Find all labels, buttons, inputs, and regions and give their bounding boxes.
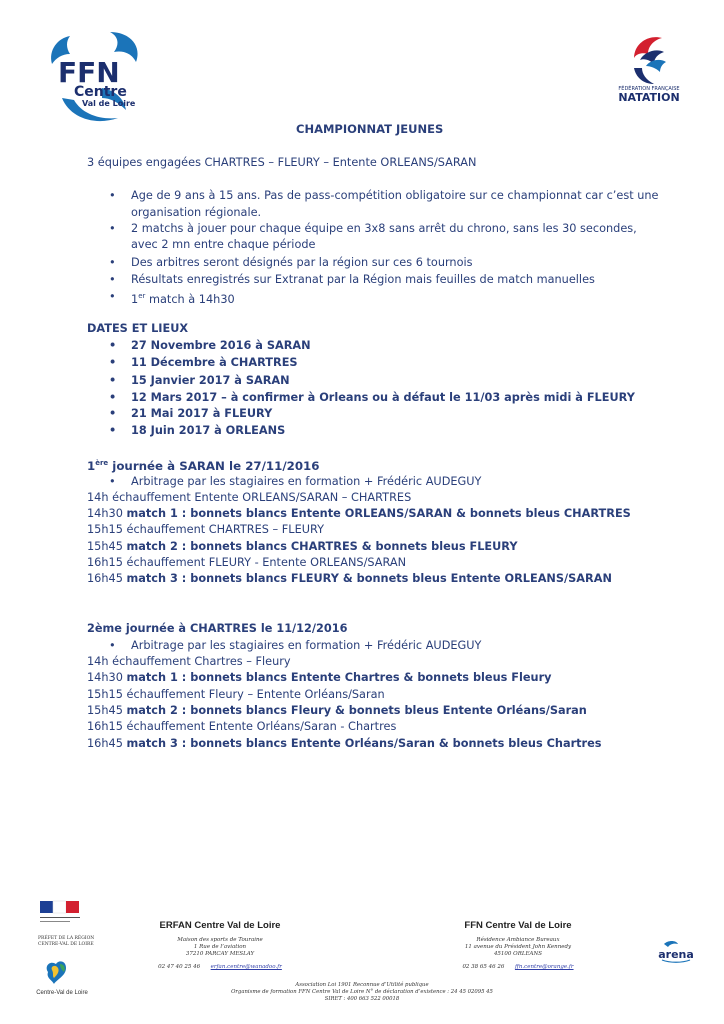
erfan-phone: 02 47 40 25 46 [158, 964, 201, 970]
legal-line-3: SIRET : 400 663 522 00018 [324, 996, 400, 1002]
erfan-addr1: Maison des sports de Touraine [177, 937, 263, 943]
erfan-addr3: 37210 PARCAY MESLAY [185, 951, 255, 957]
page-title: CHAMPIONNAT JEUNES [296, 122, 444, 136]
rule-age-cont: organisation régionale. [131, 206, 262, 219]
day1-schedule-line [87, 490, 411, 505]
schedule-match: match 1 : bonnets blancs Entente ORLEANS/SARAN & bonnets bleus CHARTRES [126, 507, 631, 520]
rule-resultats: • Résultats enregistrés sur Extranat par la Région mais feuilles de match manuelles [131, 272, 595, 287]
date-item: • 15 Janvier 2017 à SARAN [131, 373, 290, 388]
rule-first-match-num: 1 [131, 292, 139, 306]
ffn-logo-line1: FFN [58, 56, 120, 89]
day2-schedule-line [87, 719, 396, 734]
day1-schedule-line [87, 539, 518, 554]
schedule-match: match 2 : bonnets blancs CHARTRES & bonnets bleus FLEURY [126, 540, 518, 553]
ffn-contact [448, 920, 588, 971]
day2-schedule-line [87, 687, 385, 702]
ffn-logo-line2: Centre [74, 84, 127, 100]
day2-schedule-line [87, 736, 602, 751]
legal-line-2: Organisme de formation FFN Centre Val de Loire N° de déclaration d’existence : 24 45 02095 45 [231, 989, 493, 995]
erfan-title: ERFAN Centre Val de Loire [159, 920, 281, 931]
rule-arbitres: • Des arbitres seront désignés par la région sur ces 6 tournois [131, 255, 473, 270]
federation-small-text: FÉDÉRATION FRANÇAISE [618, 86, 680, 92]
ffn-phone: 02 38 65 46 26 [462, 964, 505, 970]
day2-schedule-line [87, 703, 587, 718]
schedule-time: 14h30 [87, 671, 127, 684]
erfan-contact [150, 920, 290, 971]
date-item: • 27 Novembre 2016 à SARAN [131, 338, 311, 353]
day2-schedule-line [87, 654, 291, 669]
day1-heading-sup: ère [95, 459, 109, 467]
erfan-email-link[interactable]: erfan.centre@wanadoo.fr [210, 964, 282, 970]
day1-schedule-line [87, 555, 406, 570]
schedule-time: 15h15 échauffement Fleury – Entente Orléans/Saran [87, 688, 385, 701]
rule-first-match-sup: er [138, 292, 146, 300]
rule-matches: • 2 matchs à jouer pour chaque équipe en 3x8 sans arrêt du chrono, sans les 30 secondes, [131, 221, 637, 236]
day2-arbitrage: • Arbitrage par les stagiaires en formation + Frédéric AUDEGUY [131, 638, 481, 653]
day1-schedule-line [87, 506, 631, 521]
ffn-addr2: 11 avenue du Président John Kennedy [464, 944, 572, 950]
prefet-text: PRÉFET DE LA RÉGION CENTRE-VAL DE LOIRE [38, 936, 95, 947]
schedule-time: 14h30 [87, 507, 127, 520]
schedule-time: 15h45 [87, 704, 127, 717]
day1-heading-text: journée à SARAN le 27/11/2016 [108, 458, 320, 473]
schedule-time: 15h45 [87, 540, 127, 553]
schedule-time: 15h15 échauffement CHARTRES – FLEURY [87, 523, 325, 536]
day1-schedule-line [87, 522, 324, 537]
intro-text: 3 équipes engagées CHARTRES – FLEURY – Entente ORLEANS/SARAN [87, 156, 477, 169]
schedule-time: 16h15 échauffement Entente Orléans/Saran - Chartres [87, 720, 397, 733]
day1-arbitrage: • Arbitrage par les stagiaires en formation + Frédéric AUDEGUY [131, 474, 481, 489]
day1-schedule-line [87, 571, 612, 586]
ffn-addr3: 45100 ORLEANS [493, 951, 543, 957]
schedule-match: match 3 : bonnets blancs FLEURY & bonnets bleus Entente ORLEANS/SARAN [126, 572, 612, 585]
rule-age: • Age de 9 ans à 15 ans. Pas de pass-compétition obligatoire sur ce championnat car c’est une [131, 188, 659, 203]
date-item: • 21 Mai 2017 à FLEURY [131, 406, 272, 421]
schedule-time: 16h15 échauffement FLEURY - Entente ORLEANS/SARAN [87, 556, 407, 569]
day2-schedule-line [87, 670, 552, 685]
schedule-match: match 2 : bonnets blancs Fleury & bonnets bleus Entente Orléans/Saran [126, 704, 587, 717]
day2-heading: 2ème journée à CHARTRES le 11/12/2016 [87, 622, 348, 635]
date-item: • 11 Décembre à CHARTRES [131, 355, 298, 370]
region-logo [42, 958, 72, 986]
schedule-time: 14h échauffement Entente ORLEANS/SARAN – CHARTRES [87, 491, 412, 504]
date-item: • 12 Mars 2017 – à confirmer à Orleans ou à défaut le 11/03 après midi à FLEURY [131, 390, 635, 405]
rule-matches-cont: avec 2 mn entre chaque période [131, 238, 316, 251]
schedule-match: match 3 : bonnets blancs Entente Orléans/Saran & bonnets bleus Chartres [126, 737, 602, 750]
day1-heading [87, 456, 319, 474]
ffn-logo-line3: Val de Loire [82, 99, 136, 108]
legal-line-1: Association Loi 1901 Reconnue d’Utilité publique [295, 982, 429, 988]
marianne-logo [38, 899, 84, 929]
rule-first-match [131, 289, 235, 307]
arena-logo [656, 940, 696, 964]
schedule-time: 16h45 [87, 572, 127, 585]
region-name: Centre-Val de Loire [36, 990, 88, 996]
schedule-time: 14h échauffement Chartres – Fleury [87, 655, 291, 668]
erfan-addr2: 1 Rue de l’aviation [193, 944, 247, 950]
ffn-addr1: Résidence Ambiance Bureaux [476, 937, 560, 943]
ffn-title: FFN Centre Val de Loire [464, 920, 572, 931]
arena-text: arena [658, 948, 694, 961]
schedule-time: 16h45 [87, 737, 127, 750]
date-item: • 18 Juin 2017 à ORLEANS [131, 423, 285, 438]
day1-heading-num: 1 [87, 458, 96, 473]
dates-heading: DATES ET LIEUX [87, 322, 189, 335]
schedule-match: match 1 : bonnets blancs Entente Chartres & bonnets bleus Fleury [126, 671, 552, 684]
ffn-email-link[interactable]: ffn.centre@orange.fr [514, 964, 574, 970]
natation-text: NATATION [618, 91, 680, 104]
rule-first-match-text: match à 14h30 [145, 292, 235, 306]
